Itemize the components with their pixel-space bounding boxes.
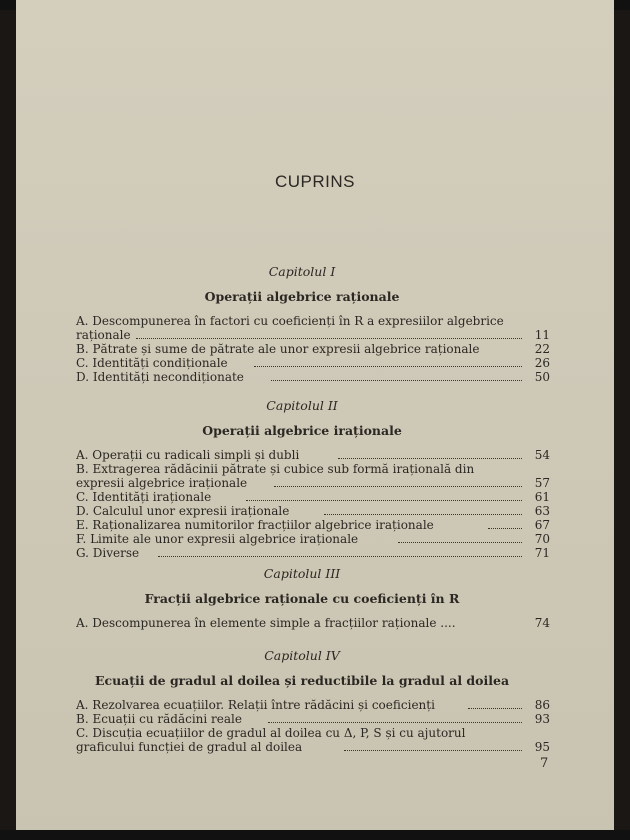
chapter-2: [76, 398, 550, 560]
page-number: 54: [534, 448, 550, 462]
toc-entry: [76, 712, 550, 726]
chapter-title: Fracții algebrice raționale cu coeficienți în R: [144, 591, 460, 606]
entry-text: D. Calculul unor expresii iraționale: [76, 504, 290, 518]
toc-entry: [76, 356, 550, 370]
toc-entry: [76, 616, 550, 630]
entry-text: A. Operații cu radicali simpli și dubli: [76, 448, 300, 462]
chapter-label: Capitolul IV: [264, 648, 340, 663]
leader-dots: [488, 528, 522, 529]
toc-entry: [76, 726, 550, 754]
entry-text: C. Identități condiționale: [76, 356, 228, 370]
leader-dots: [344, 750, 522, 751]
entry-text: A. Rezolvarea ecuațiilor. Relații între rădăcini și coeficienți: [76, 698, 435, 712]
page-number: 70: [534, 532, 550, 546]
leader-dots: [246, 500, 522, 501]
toc-entry: [76, 370, 550, 384]
toc-entry: [76, 546, 550, 560]
entry-text: G. Diverse: [76, 546, 140, 560]
leader-dots: [136, 338, 522, 339]
page-number: 61: [534, 490, 550, 504]
page-title: CUPRINS: [274, 172, 355, 191]
toc-entry: [76, 448, 550, 462]
leader-dots: [158, 556, 522, 557]
entry-text-cont: expresii algebrice iraționale: [76, 476, 248, 490]
entry-text: E. Raționalizarea numitorilor fracțiilor algebrice iraționale: [76, 518, 434, 532]
leader-dots: [271, 380, 522, 381]
page-number: 95: [534, 740, 550, 754]
entry-text: C. Identități iraționale: [76, 490, 212, 504]
toc-entry: [76, 314, 550, 342]
entry-text: B. Pătrate și sume de pătrate ale unor expresii algebrice raționale: [76, 342, 480, 356]
page-number: 71: [534, 546, 550, 560]
chapter-title: Operații algebrice iraționale: [202, 423, 402, 438]
page-folio: 7: [540, 756, 549, 771]
entry-text: F. Limite ale unor expresii algebrice iraționale: [76, 532, 359, 546]
chapter-label: Capitolul III: [263, 566, 341, 581]
leader-dots: [468, 708, 522, 709]
toc-entry: [76, 518, 550, 532]
leader-dots: [254, 366, 522, 367]
page-number: 67: [534, 518, 550, 532]
page-number: 11: [534, 328, 550, 342]
chapter-label: Capitolul II: [266, 398, 338, 413]
page-number: 57: [534, 476, 550, 490]
entry-text-cont: graficului funcției de gradul al doilea: [76, 740, 303, 754]
entry-text: D. Identități necondiționate: [76, 370, 244, 384]
bottom-edge: [0, 830, 630, 840]
page-number: 63: [534, 504, 550, 518]
entry-text-cont: raționale: [76, 328, 131, 342]
entry-text: B. Extragerea rădăcinii pătrate și cubice sub formă irațională din: [76, 462, 475, 476]
entry-text: C. Discuția ecuațiilor de gradul al doilea cu Δ, P, S și cu ajutorul: [76, 726, 466, 740]
chapter-1: [76, 264, 550, 384]
entry-text: B. Ecuații cu rădăcini reale: [76, 712, 242, 726]
page-number: 93: [534, 712, 550, 726]
page-number: 22: [534, 342, 550, 356]
page-number: 74: [534, 616, 550, 630]
chapter-title: Ecuații de gradul al doilea și reductibile la gradul al doilea: [94, 673, 510, 688]
leader-dots: [274, 486, 522, 487]
chapter-title: Operații algebrice raționale: [204, 289, 400, 304]
page-number: 50: [534, 370, 550, 384]
toc-entry: [76, 342, 550, 356]
page-number: 86: [534, 698, 550, 712]
chapter-label: Capitolul I: [268, 264, 336, 279]
page-number: 26: [534, 356, 550, 370]
toc-entry: [76, 490, 550, 504]
toc-entry: [76, 462, 550, 490]
toc-entry: [76, 504, 550, 518]
entry-text: A. Descompunerea în elemente simple a fracțiilor raționale ....: [76, 616, 456, 630]
leader-dots: [398, 542, 522, 543]
chapter-4: [76, 648, 550, 754]
toc-entry: [76, 698, 550, 712]
entry-text: A. Descompunerea în factori cu coeficienți în R a expresiilor algebrice: [76, 314, 504, 328]
leader-dots: [338, 458, 522, 459]
leader-dots: [324, 514, 522, 515]
leader-dots: [268, 722, 522, 723]
chapter-3: [76, 566, 550, 630]
book-page: [16, 0, 614, 840]
toc-entry: [76, 532, 550, 546]
